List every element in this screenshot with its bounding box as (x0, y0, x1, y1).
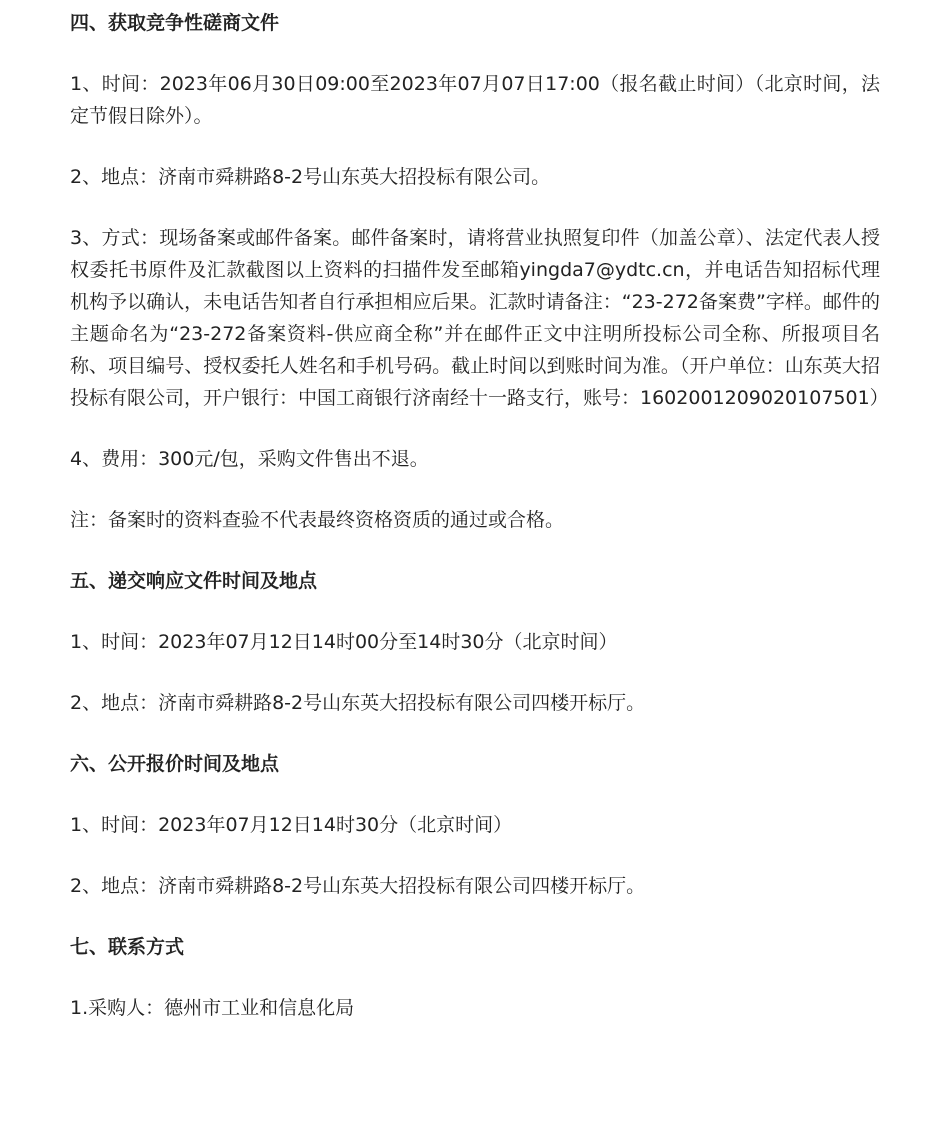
spacer (70, 963, 880, 992)
paragraph-obtain-method: 3、方式：现场备案或邮件备案。邮件备案时，请将营业执照复印件（加盖公章）、法定代表人授权委托书原件及汇款截图以上资料的扫描件发至邮箱yingda7@ydtc.cn，并电话告知招标代理机构予以确认，未电话告知者自行承担相应后果。汇款时请备注：“23-272备案费”字样。邮件的主题命名为“23-272备案资料-供应商全称”并在邮件正文中注明所投标公司全称、所报项目名称、项目编号、授权委托人姓名和手机号码。截止时间以到账时间为准。（开户单位：山东英大招投标有限公司，开户银行：中国工商银行济南经十一路支行，账号：1602001209020107501） (70, 227, 889, 409)
section-heading-obtain-documents: 四、获取竞争性磋商文件 (70, 12, 280, 34)
paragraph-submission-location: 2、地点：济南市舜耕路8-2号山东英大招投标有限公司四楼开标厅。 (70, 692, 646, 714)
spacer (70, 536, 880, 565)
spacer (70, 132, 880, 161)
paragraph-obtain-fee: 4、费用：300元/包，采购文件售出不退。 (70, 448, 429, 470)
spacer (70, 39, 880, 68)
paragraph-obtain-note: 注：备案时的资料查验不代表最终资格资质的通过或合格。 (70, 509, 565, 531)
paragraph-quotation-time: 1、时间：2023年07月12日14时30分（北京时间） (70, 814, 513, 836)
paragraph-contact-purchaser: 1.采购人：德州市工业和信息化局 (70, 997, 355, 1019)
spacer (70, 658, 880, 687)
spacer (70, 780, 880, 809)
section-heading-contact: 七、联系方式 (70, 936, 185, 958)
spacer (70, 719, 880, 748)
spacer (70, 475, 880, 504)
section-heading-submission: 五、递交响应文件时间及地点 (70, 570, 318, 592)
spacer (70, 414, 880, 443)
spacer (70, 193, 880, 222)
paragraph-obtain-time: 1、时间：2023年06月30日09:00至2023年07月07日17:00（报名截止时间）（北京时间，法定节假日除外）。 (70, 73, 880, 127)
spacer (70, 597, 880, 626)
paragraph-quotation-location: 2、地点：济南市舜耕路8-2号山东英大招投标有限公司四楼开标厅。 (70, 875, 646, 897)
section-heading-quotation: 六、公开报价时间及地点 (70, 753, 280, 775)
paragraph-obtain-location: 2、地点：济南市舜耕路8-2号山东英大招投标有限公司。 (70, 166, 551, 188)
paragraph-submission-time: 1、时间：2023年07月12日14时00分至14时30分（北京时间） (70, 631, 618, 653)
spacer (70, 841, 880, 870)
spacer (70, 902, 880, 931)
